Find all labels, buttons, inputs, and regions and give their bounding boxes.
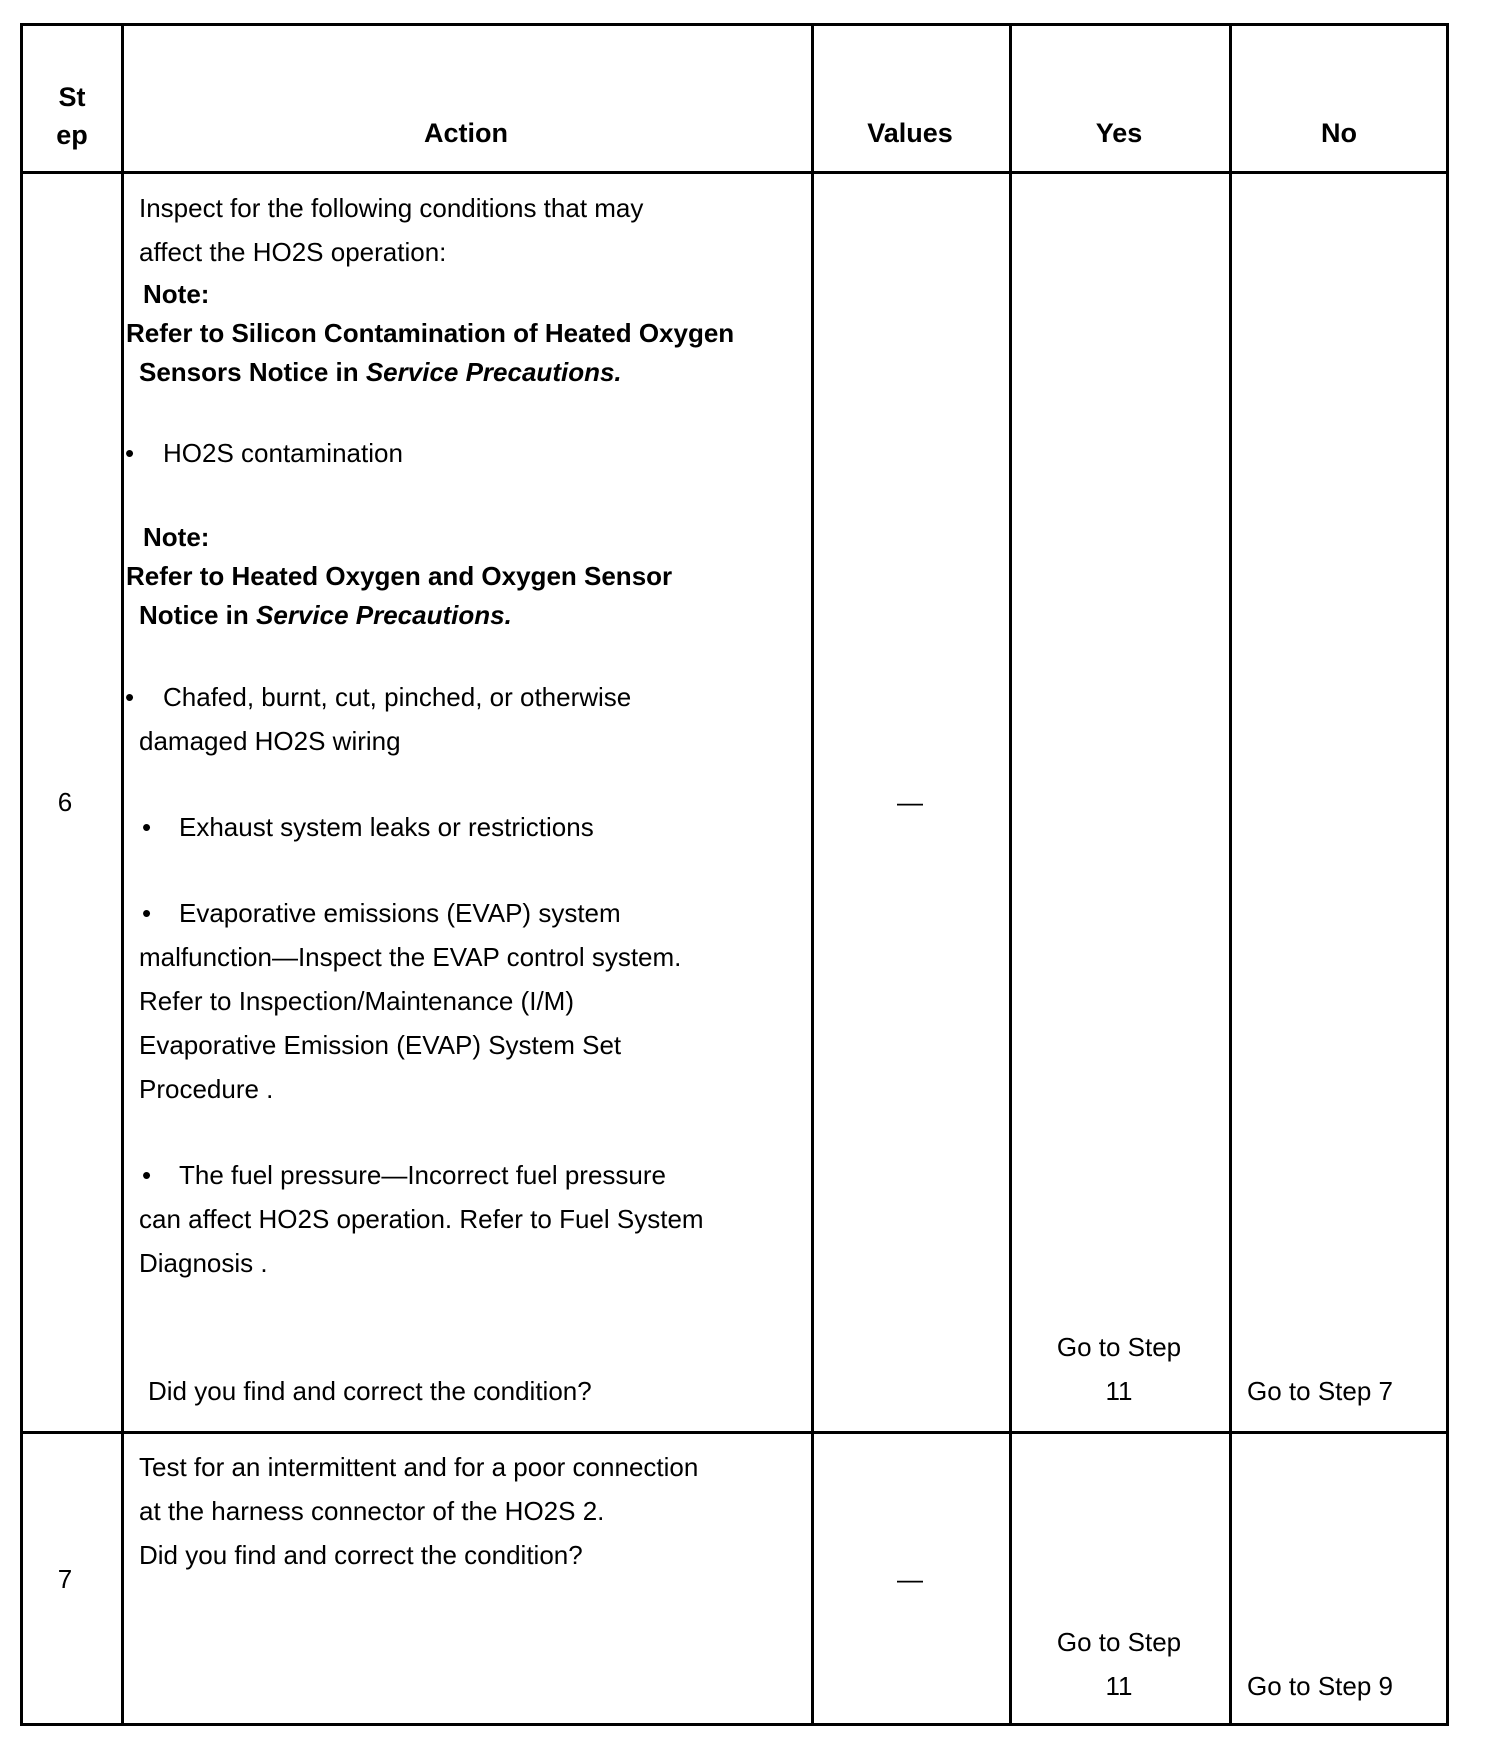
bullet-text: HO2S contamination xyxy=(163,438,403,468)
no-cell: Go to Step 7 xyxy=(1247,1376,1393,1406)
bullet-text: The fuel pressure—Incorrect fuel pressure xyxy=(179,1160,666,1190)
note-text: Refer to Heated Oxygen and Oxygen Sensor xyxy=(126,561,673,591)
bullet-icon: • xyxy=(125,438,135,468)
action-text: Test for an intermittent and for a poor connection xyxy=(139,1452,699,1482)
note-label: Note: xyxy=(143,279,210,309)
note-text: Refer to Silicon Contamination of Heated Oxygen xyxy=(126,318,735,348)
row-divider xyxy=(23,1431,1446,1434)
bullet-text: Procedure . xyxy=(139,1074,274,1104)
values-cell: — xyxy=(897,787,923,817)
bullet-text: Refer to Inspection/Maintenance (I/M) xyxy=(139,986,574,1016)
action-text: affect the HO2S operation: xyxy=(139,237,447,267)
bullet-icon: • xyxy=(142,812,152,842)
bullet-text: Chafed, burnt, cut, pinched, or otherwise xyxy=(163,682,632,712)
no-cell: Go to Step 9 xyxy=(1247,1671,1393,1701)
bullet-text: Evaporative Emission (EVAP) System Set xyxy=(139,1030,622,1060)
question-text: Did you find and correct the condition? xyxy=(139,1540,583,1570)
step-number: 7 xyxy=(57,1564,73,1594)
bullet-text: Diagnosis . xyxy=(139,1248,268,1278)
yes-goto-text: Go to Step xyxy=(1056,1332,1182,1362)
bullet-icon: • xyxy=(142,898,152,928)
action-text: at the harness connector of the HO2S 2. xyxy=(139,1496,605,1526)
bullet-text: can affect HO2S operation. Refer to Fuel System xyxy=(139,1204,704,1234)
note-text-part: Notice in xyxy=(139,600,257,630)
note-text-part: Sensors Notice in xyxy=(139,357,366,387)
step-number: 6 xyxy=(57,787,73,817)
column-divider xyxy=(1009,26,1012,1723)
header-action: Action xyxy=(424,118,508,148)
column-divider xyxy=(811,26,814,1723)
service-precautions-reference: Service Precautions. xyxy=(365,357,622,387)
bullet-text: Evaporative emissions (EVAP) system xyxy=(179,898,621,928)
bullet-text: malfunction—Inspect the EVAP control system. xyxy=(139,942,682,972)
note-text xyxy=(139,593,512,637)
service-precautions-reference: Service Precautions. xyxy=(256,600,512,630)
bullet-icon: • xyxy=(142,1160,152,1190)
yes-goto-step: 11 xyxy=(1105,1376,1133,1406)
header-step xyxy=(23,78,121,154)
values-cell: — xyxy=(897,1564,923,1594)
header-no: No xyxy=(1321,118,1357,148)
header-step-line1: St xyxy=(58,82,86,112)
note-label: Note: xyxy=(143,522,210,552)
header-step-line2: ep xyxy=(56,120,88,150)
column-divider xyxy=(1229,26,1232,1723)
row-divider xyxy=(23,171,1446,174)
column-divider xyxy=(121,26,124,1723)
yes-goto-text: Go to Step xyxy=(1056,1627,1182,1657)
header-values: Values xyxy=(867,118,953,148)
bullet-icon: • xyxy=(125,682,135,712)
bullet-text: Exhaust system leaks or restrictions xyxy=(179,812,594,842)
bullet-text: damaged HO2S wiring xyxy=(139,726,401,756)
header-yes: Yes xyxy=(1095,118,1143,148)
yes-goto-step: 11 xyxy=(1105,1671,1133,1701)
action-text: Inspect for the following conditions that may xyxy=(139,193,644,223)
question-text: Did you find and correct the condition? xyxy=(148,1376,592,1406)
note-text xyxy=(139,350,622,394)
